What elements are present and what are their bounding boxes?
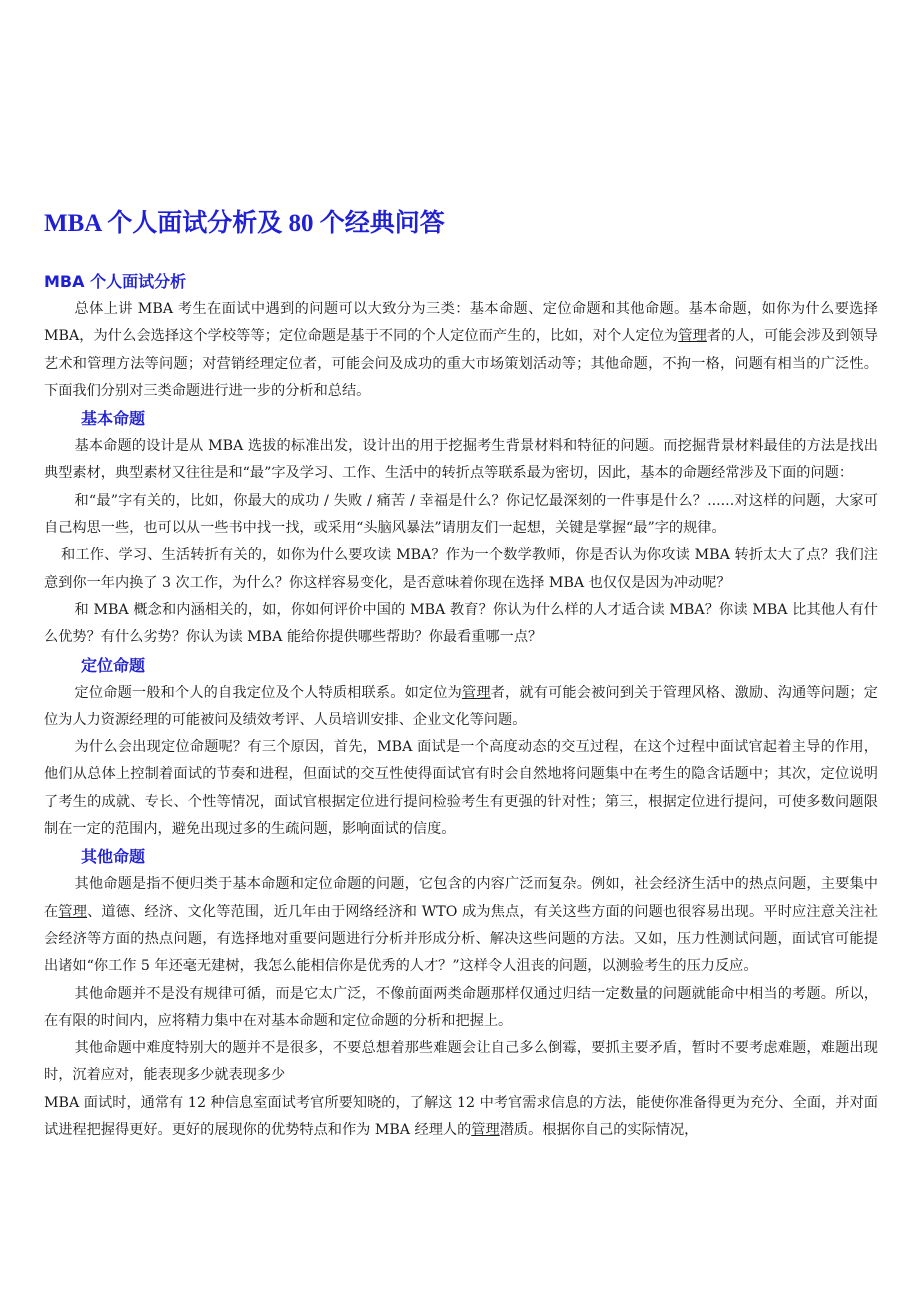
positioning-heading: 定位命题 [81,655,146,675]
other-paragraph-2: 其他命题并不是没有规律可循，而是它太广泛，不像前面两类命题那样仅通过归结一定数量的问题就能命中相当的考题。所以，在有限的时间内，应将精力集中在对基本命题和定位命题的分析和把握上。 [44,985,878,1029]
basic-paragraph-4: 和 MBA 概念和内涵相关的，如，你如何评价中国的 MBA 教育？你认为什么样的人才适合读 MBA？你读 MBA 比其他人有什么优势？有什么劣势？你认为读 MBA 能给你提供哪些帮助？你最看重哪一点？ [44,601,878,646]
other-paragraph-1 [44,871,878,980]
management-link[interactable]: 管理 [461,684,491,701]
other-heading: 其他命题 [81,847,146,867]
positioning-paragraph-1 [44,680,878,735]
other-paragraph-4 [44,1090,878,1145]
positioning-paragraph-2: 为什么会出现定位命题呢？有三个原因，首先，MBA 面试是一个高度动态的交互过程，在这个过程中面试官起着主导的作用，他们从总体上控制着面试的节奏和进程，但面试的交互性使得面试官有时会自然地将问题集中在考生的隐含话题中；其次，定位说明了考生的成就、专长、个性等情况，面试官根据定位进行提问检验考生有更强的针对性；第三，根据定位进行提问，可使多数问题限制在一定的范围内，避免出现过多的生疏问题，影响面试的信度。 [44,739,878,838]
positioning-text-1: 定位命题一般和个人的自我定位及个人特质相联系。如定位为 [74,684,462,701]
basic-heading: 基本命题 [81,409,146,429]
intro-paragraph [44,296,878,405]
document-body [44,268,878,1144]
basic-paragraph-2: 和“最”字有关的，比如，你最大的成功 / 失败 / 痛苦 / 幸福是什么？你记忆最深刻的一件事是什么？......对这样的问题，大家可自己构思一些，也可以从一些书中找一找，或采用“头脑风暴法”请朋友们一起想，关键是掌握“最”字的规律。 [44,492,878,537]
page-title: MBA 个人面试分析及 80 个经典问答 [44,210,445,237]
other-text-2: 、道德、经济、文化等范围，近几年由于网络经济和 WTO 成为焦点，有关这些方面的问题也很容易出现。平时应注意关注社会经济等方面的热点问题，有选择地对重要问题进行分析并形成分析、解决这些问题的方法。又如，压力性测试问题，面试官可能提出诸如“你工作 5 年还毫无建树，我怎么能相信你是优秀的人才？”这样令人沮丧的问题，以测验考生的压力反应。 [44,903,878,975]
basic-paragraph-3: 和工作、学习、生活转折有关的，如你为什么要攻读 MBA？作为一个数学教师，你是否认为你攻读 MBA 转折太大了点？我们注意到你一年内换了 3 次工作，为什么？你这样容易变化，是否意味着你现在选择 MBA 也仅仅是因为冲动呢？ [44,547,878,591]
management-link[interactable]: 管理 [58,903,88,920]
intro-text-2: 者的人，可能会涉及到领导艺术和管理方法等问题；对营销经理定位者，可能会问及成功的重大市场策划活动等；其他命题，不拘一格，问题有相当的广泛性。下面我们分别对三类命题进行进一步的分析和总结。 [44,328,878,399]
intro-text-1: 总体上讲 MBA 考生在面试中遇到的问题可以大致分为三类：基本命题、定位命题和其他命题。基本命题，如你为什么要选择 MBA，为什么会选择这个学校等等；定位命题是基于不同的个人定位而产生的，比如，对个人定位为 [44,301,878,345]
basic-paragraph-1: 基本命题的设计是从 MBA 选拔的标准出发，设计出的用于挖掘考生背景材料和特征的问题。而挖掘背景材料最佳的方法是找出典型素材，典型素材又往往是和“最”字及学习、工作、生活中的转折点等联系最为密切，因此，基本的命题经常涉及下面的问题： [44,438,878,482]
other-text-4b: 潜质。根据你自己的实际情况， [499,1122,699,1139]
other-paragraph-3: 其他命题中难度特别大的题并不是很多，不要总想着那些难题会让自己多么倒霉，要抓主要矛盾，暂时不要考虑难题，难题出现时，沉着应对，能表现多少就表现多少 [44,1040,878,1084]
section-heading: MBA 个人面试分析 [44,272,187,291]
other-text-1: 其他命题是指不便归类于基本命题和定位命题的问题，它包含的内容广泛而复杂。例如，社会经济生活中的热点问题，主要集中在 [44,876,878,920]
positioning-text-2: 者，就有可能会被问到关于管理风格、激励、沟通等问题；定位为人力资源经理的可能被问及绩效考评、人员培训安排、企业文化等问题。 [44,684,878,728]
other-text-4a: MBA 面试时，通常有 12 种信息室面试考官所要知晓的，了解这 12 中考官需求信息的方法，能使你准备得更为充分、全面，并对面试进程把握得更好。更好的展现你的优势特点和作为 MBA 经理人的 [44,1094,878,1139]
management-link[interactable]: 管理 [471,1122,500,1139]
management-link[interactable]: 管理 [678,328,707,345]
